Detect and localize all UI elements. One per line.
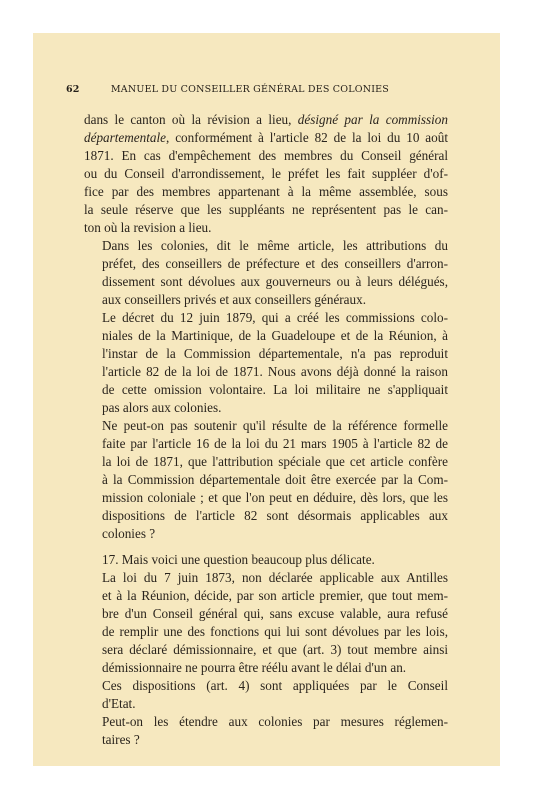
- body-text: [84, 111, 448, 749]
- paragraph-7: [84, 677, 448, 713]
- text-line: colonies ?: [102, 526, 156, 541]
- paragraph-1: [84, 111, 448, 237]
- italic-phrase: désigné par la commission: [297, 112, 448, 127]
- paragraph-section-17: [84, 551, 448, 569]
- paragraph-3: [84, 309, 448, 417]
- italic-phrase: départementale: [84, 130, 167, 145]
- text-line: faite par l'article 16 de la loi du 21 mars 1905 à l'article 82 de: [102, 436, 448, 451]
- text-line: préfet, des conseillers de préfecture et des conseillers d'arron-: [102, 256, 448, 271]
- text-line: l'article 82 de la loi de 1871. Nous avons déjà donné la raison: [102, 364, 448, 379]
- text-line: la seule réserve que les suppléants ne représentent pas le can-: [84, 202, 448, 217]
- text-line: et à la Réunion, décide, par son article premier, que tout mem-: [102, 588, 448, 603]
- text-line: la loi de 1871, que l'attribution spéciale que cet article confère: [102, 454, 448, 469]
- page-header: [66, 84, 446, 95]
- text-line: d'Etat.: [102, 696, 136, 711]
- text-line: Ces dispositions (art. 4) sont appliquées par le Conseil: [102, 678, 448, 693]
- text-line: dissement sont dévolues aux gouverneurs ou à leurs délégués,: [102, 274, 448, 289]
- text-line: mission coloniale ; et que l'on peut en déduire, dès lors, que les: [102, 490, 448, 505]
- text-line: Ne peut-on pas soutenir qu'il résulte de la référence formelle: [102, 418, 448, 433]
- text-line: sera déclaré démissionnaire, et que (art. 3) tout membre ainsi: [102, 642, 448, 657]
- text-line: 1871. En cas d'empêchement des membres du Conseil général: [84, 148, 448, 163]
- text-line: à la Commission départementale doit être exercée par la Com-: [102, 472, 448, 487]
- text-line: Le décret du 12 juin 1879, qui a créé les commissions colo-: [102, 310, 448, 325]
- text-line: taires ?: [102, 732, 140, 747]
- text-line: Dans les colonies, dit le même article, les attributions du: [102, 238, 448, 253]
- text-line: dispositions de l'article 82 sont désormais applicables aux: [102, 508, 448, 523]
- text-line: La loi du 7 juin 1873, non déclarée applicable aux Antilles: [102, 570, 448, 585]
- paragraph-4: [84, 417, 448, 543]
- text-line: ou du Conseil d'arrondissement, le préfet les fait suppléer d'of-: [84, 166, 448, 181]
- page-number: 62: [66, 84, 80, 95]
- text-line: de cette omission volontaire. La loi militaire ne s'appliquait: [102, 382, 448, 397]
- running-title: MANUEL DU CONSEILLER GÉNÉRAL DES COLONIES: [110, 84, 390, 95]
- text-line: ton où la revision a lieu.: [84, 220, 212, 235]
- paragraph-6: [84, 569, 448, 677]
- text-line: aux conseillers privés et aux conseillers généraux.: [102, 292, 367, 307]
- text-line: démissionnaire ne pourra être réélu avant le délai d'un an.: [102, 660, 407, 675]
- text-line: niales de la Martinique, de la Guadeloupe et de la Réunion, à: [102, 328, 448, 343]
- text-line: fice par des membres appartenant à la même assemblée, sous: [84, 184, 448, 199]
- paragraph-8: [84, 713, 448, 749]
- text-line: départementale, conformément à l'article 82 de la loi du 10 août: [84, 130, 448, 145]
- paragraph-2: [84, 237, 448, 309]
- text-line: Peut-on les étendre aux colonies par mesures réglemen-: [102, 714, 448, 729]
- text-line: bre d'un Conseil général qui, sans excuse valable, aura refusé: [102, 606, 448, 621]
- text-line: l'instar de la Commission départementale, n'a pas reproduit: [102, 346, 448, 361]
- text-line: de remplir une des fonctions qui lui sont dévolues par les lois,: [102, 624, 448, 639]
- text-line: pas alors aux colonies.: [102, 400, 222, 415]
- text-line: 17. Mais voici une question beaucoup plus délicate.: [102, 552, 375, 567]
- text-line: dans le canton où la révision a lieu, désigné par la commission: [84, 112, 448, 127]
